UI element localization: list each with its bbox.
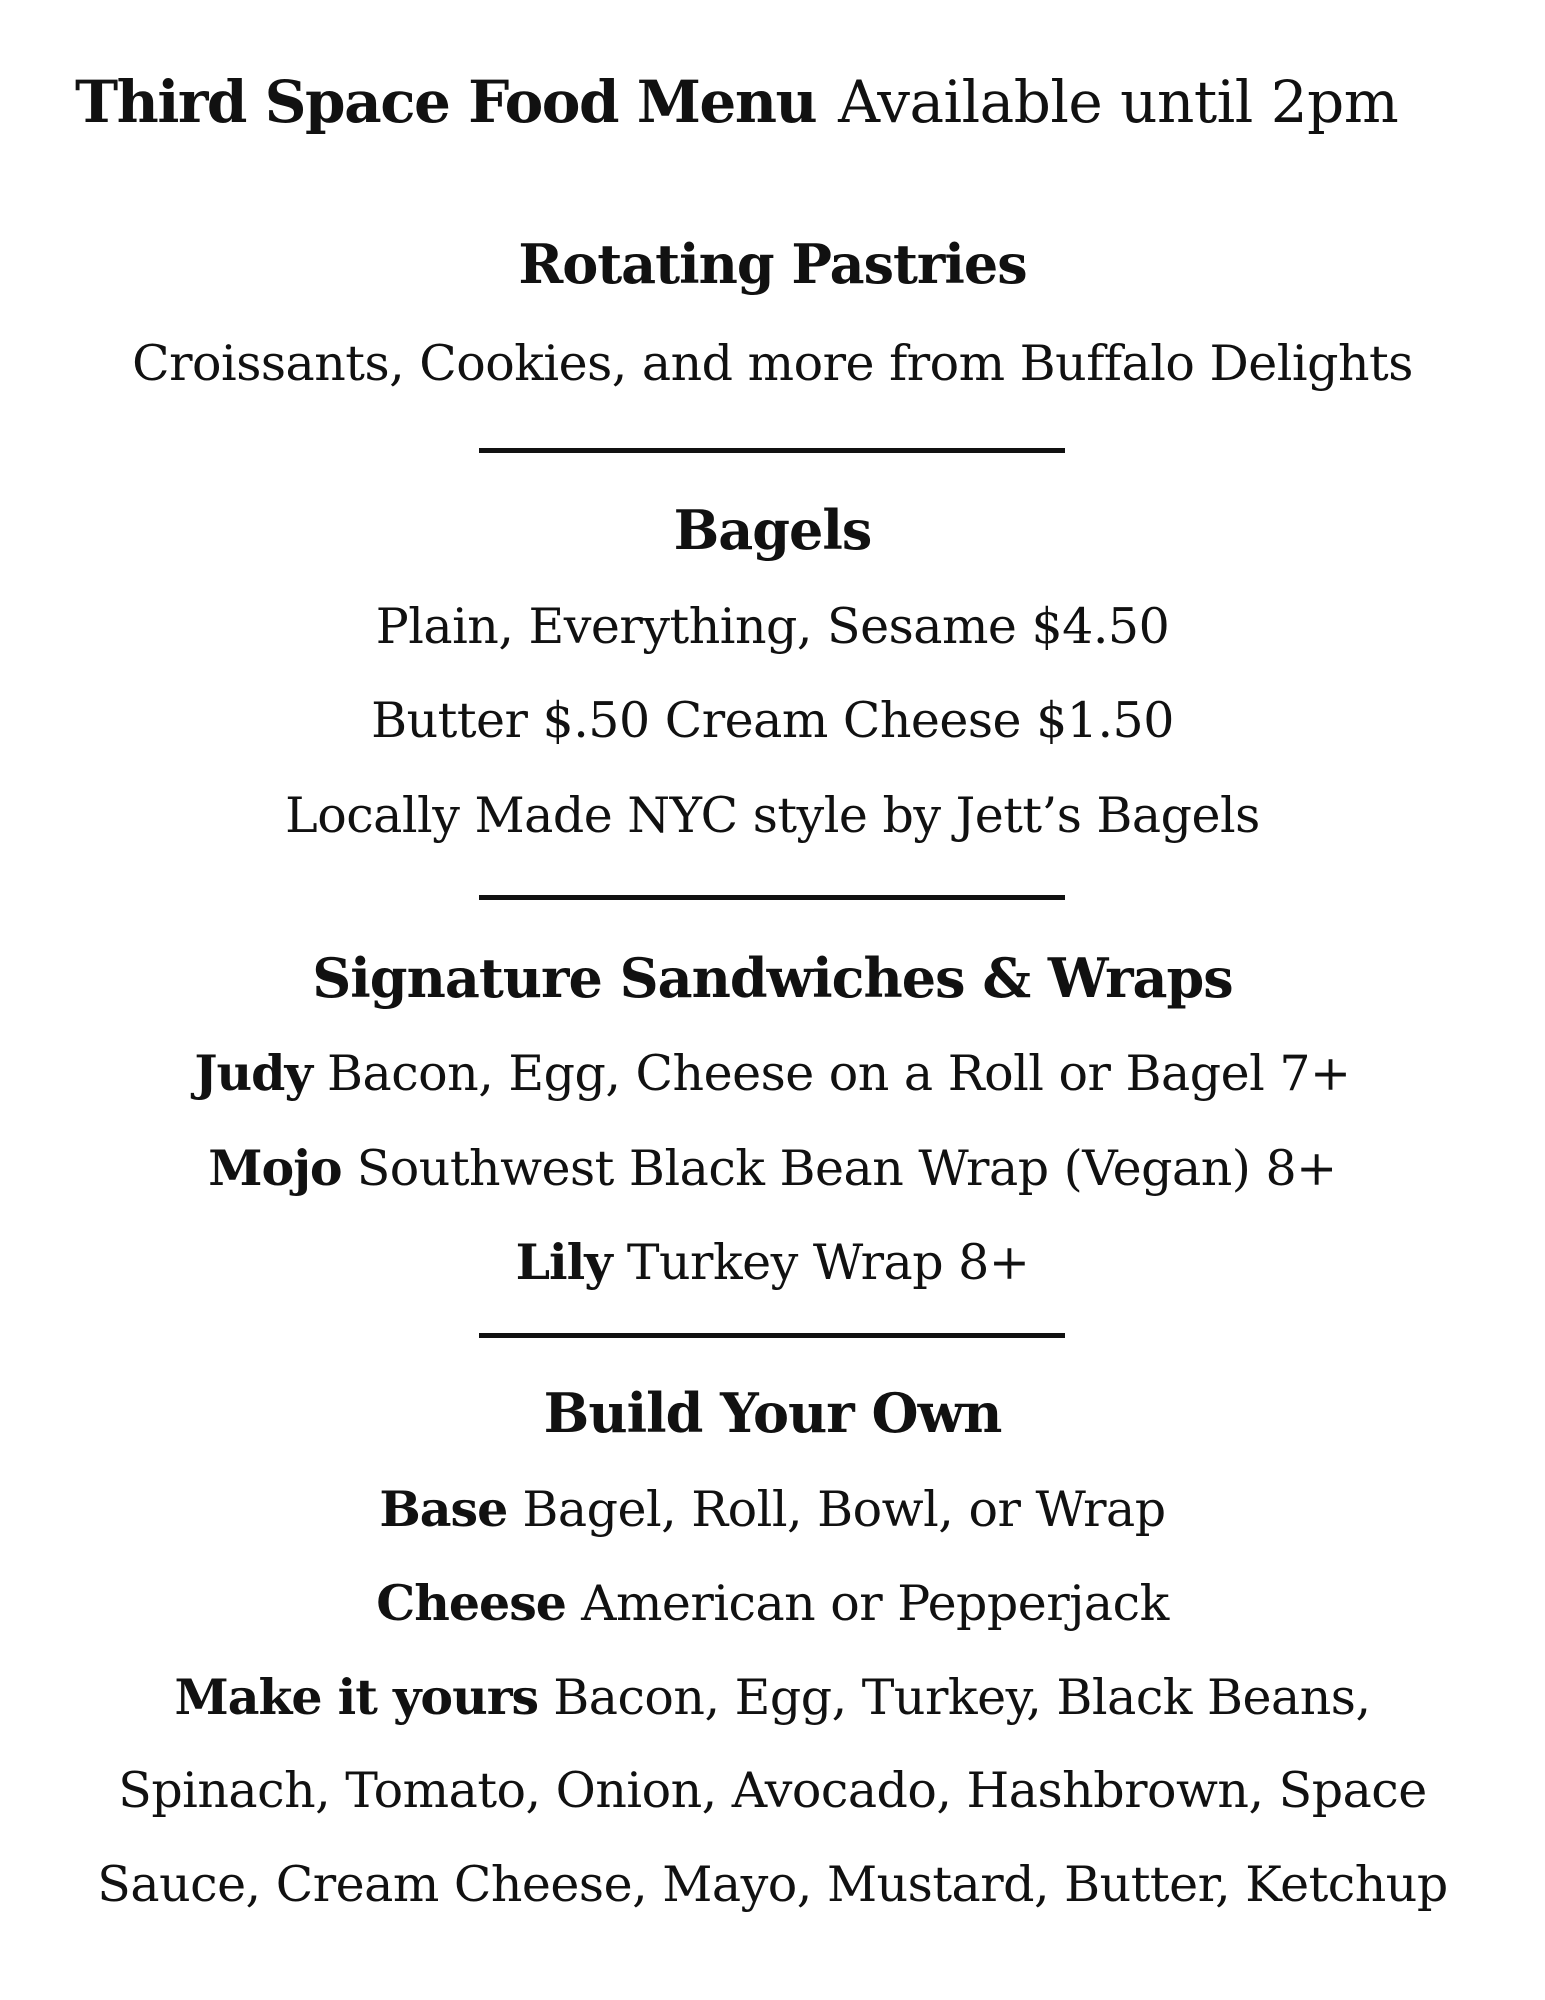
item-name: Mojo (208, 1139, 342, 1197)
item-name: Judy (194, 1044, 312, 1102)
menu-item-mojo (0, 1136, 1545, 1201)
menu-item-lily (0, 1230, 1545, 1295)
menu-item-judy (0, 1041, 1545, 1106)
section-title-bagels: Bagels (673, 498, 872, 562)
option-name: Cheese (376, 1574, 566, 1632)
build-options-continued-1: Spinach, Tomato, Onion, Avocado, Hashbrown, Space (118, 1762, 1427, 1819)
item-description: Turkey Wrap 8+ (626, 1234, 1030, 1291)
section-divider (479, 448, 1065, 453)
bagels-addons: Butter $.50 Cream Cheese $1.50 (371, 692, 1174, 749)
availability-note: Available until 2pm (838, 68, 1399, 136)
option-description: Bagel, Roll, Bowl, or Wrap (522, 1481, 1166, 1538)
section-divider (479, 1333, 1065, 1338)
bagels-source: Locally Made NYC style by Jett’s Bagels (285, 787, 1260, 844)
section-divider (479, 895, 1065, 900)
build-option-cheese (0, 1571, 1545, 1636)
item-name: Lily (515, 1233, 612, 1291)
menu-title: Third Space Food Menu (75, 68, 817, 136)
option-description: Bacon, Egg, Turkey, Black Beans, (553, 1669, 1371, 1726)
build-option-make-it-yours (0, 1665, 1545, 1730)
build-options-continued-2: Sauce, Cream Cheese, Mayo, Mustard, Butter, Ketchup (97, 1856, 1448, 1913)
menu-header (75, 62, 1398, 157)
bagels-flavors: Plain, Everything, Sesame $4.50 (375, 598, 1170, 655)
section-title-sandwiches: Signature Sandwiches & Wraps (312, 946, 1233, 1010)
build-option-base (0, 1477, 1545, 1542)
pastries-description: Croissants, Cookies, and more from Buffalo Delights (132, 335, 1413, 392)
option-description: American or Pepperjack (581, 1575, 1169, 1632)
item-description: Bacon, Egg, Cheese on a Roll or Bagel 7+ (327, 1045, 1351, 1102)
section-title-pastries: Rotating Pastries (518, 232, 1027, 296)
item-description: Southwest Black Bean Wrap (Vegan) 8+ (356, 1140, 1337, 1197)
option-name: Base (379, 1480, 508, 1538)
option-name: Make it yours (174, 1668, 539, 1726)
section-title-build-your-own: Build Your Own (543, 1381, 1002, 1445)
